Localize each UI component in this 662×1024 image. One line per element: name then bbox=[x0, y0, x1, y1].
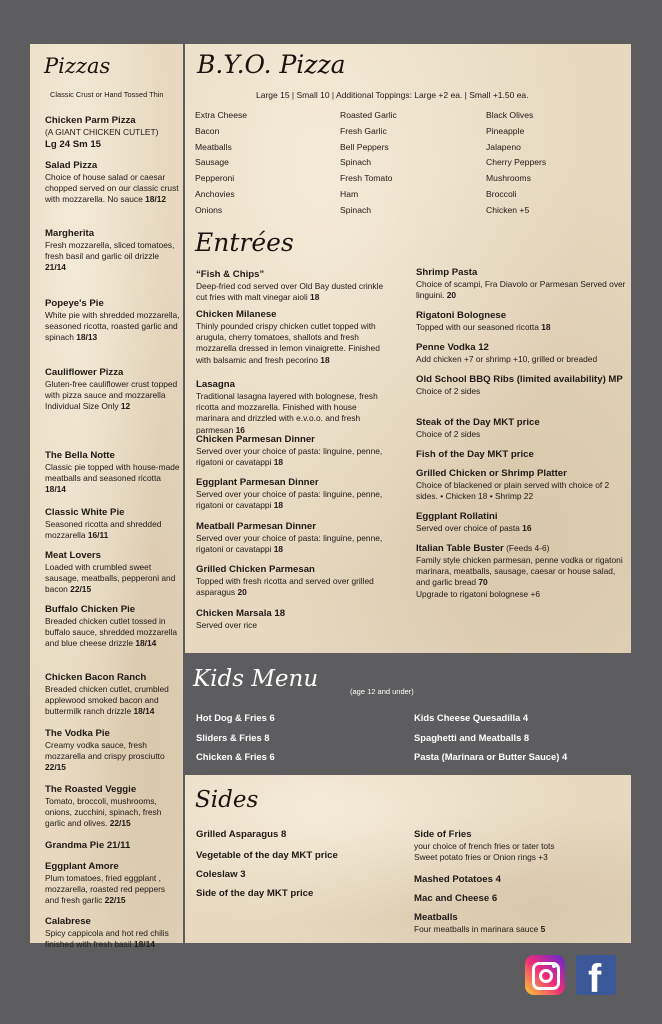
side-item: Mashed Potatoes 4 bbox=[414, 874, 501, 885]
pizza-item bbox=[45, 860, 181, 907]
topping-item: Pineapple bbox=[486, 125, 525, 136]
topping-item: Spinach bbox=[340, 204, 372, 215]
entree-name: Eggplant Parmesan Dinner bbox=[196, 477, 319, 488]
pizza-price: 22/15 bbox=[109, 818, 131, 829]
pizza-item bbox=[45, 671, 181, 718]
topping-item: Bell Peppers bbox=[340, 141, 389, 152]
entree-extra: Upgrade to rigatoni bolognese +6 bbox=[416, 588, 541, 599]
entree-price: 18 bbox=[541, 322, 551, 332]
entree-item bbox=[196, 520, 391, 555]
pizza-item bbox=[45, 727, 181, 774]
pizza-name: The Bella Notte bbox=[45, 450, 115, 461]
entree-item bbox=[416, 373, 628, 397]
pizza-desc: (A GIANT CHICKEN CUTLET) bbox=[45, 127, 159, 137]
pizza-desc: Creamy vodka sauce, fresh mozzarella and crispy prosciutto bbox=[45, 740, 165, 762]
facebook-icon[interactable] bbox=[576, 955, 616, 995]
pizza-item bbox=[45, 839, 181, 852]
topping-item: Cherry Peppers bbox=[486, 157, 547, 168]
entree-item bbox=[196, 433, 391, 468]
entree-name: Grilled Chicken or Shrimp Platter bbox=[416, 468, 567, 479]
entree-desc: Served over choice of pasta bbox=[416, 523, 523, 533]
entree-name: Eggplant Rollatini bbox=[416, 511, 498, 522]
byo-toppings-col3 bbox=[486, 108, 546, 219]
kids-title: Kids Menu bbox=[193, 666, 319, 692]
pizza-desc: Classic pie topped with house-made meatballs and seasoned ricotta bbox=[45, 462, 180, 484]
pizza-item bbox=[45, 915, 181, 950]
pizza-item bbox=[45, 506, 181, 541]
topping-item: Black Olives bbox=[486, 110, 534, 120]
pizza-price: 12 bbox=[120, 401, 131, 412]
entree-desc: Served over your choice of pasta: linguine, penne, rigatoni or cavatappi bbox=[196, 489, 383, 511]
entree-desc: Served over your choice of pasta: linguine, penne, rigatoni or cavatappi bbox=[196, 446, 383, 468]
pizza-name: Salad Pizza bbox=[45, 160, 98, 171]
sides-title: Sides bbox=[195, 787, 259, 813]
pizza-item bbox=[45, 114, 181, 151]
side-item-price: 5 bbox=[540, 924, 546, 934]
pizza-price: 16/11 bbox=[87, 530, 109, 541]
side-item: Grilled Asparagus 8 bbox=[196, 829, 287, 840]
topping-item: Pepperoni bbox=[195, 173, 235, 184]
pizzas-title: Pizzas bbox=[44, 54, 111, 78]
pizza-desc: Tomato, broccoli, mushrooms, onions, zucchini, spinach, fresh garlic and olives. bbox=[45, 796, 162, 829]
entree-item bbox=[196, 607, 391, 631]
topping-item: Sausage bbox=[195, 157, 229, 168]
entree-item bbox=[416, 416, 628, 440]
facebook-letter: f bbox=[588, 957, 602, 995]
entree-name: Rigatoni Bolognese bbox=[416, 310, 507, 321]
entree-item bbox=[416, 309, 628, 333]
kids-item: Hot Dog & Fries 6 bbox=[196, 712, 275, 723]
pizza-desc: Gluten-free cauliflower crust topped with pizza sauce and mozzarella Individual Size Only bbox=[45, 379, 178, 412]
pizza-desc: Loaded with crumbled sweet sausage, meatballs, pepperoni and bacon bbox=[45, 562, 176, 595]
entree-price: 18 bbox=[273, 457, 284, 468]
pizza-price: 22/15 bbox=[45, 762, 66, 773]
entree-item bbox=[196, 308, 391, 366]
side-item-name: Side of Fries bbox=[414, 829, 472, 840]
side-item bbox=[414, 911, 545, 935]
entree-name: Chicken Parmesan Dinner bbox=[196, 434, 315, 445]
instagram-icon[interactable] bbox=[525, 955, 565, 995]
topping-item: Jalapeno bbox=[486, 141, 521, 152]
pizza-price: 18/14 bbox=[135, 638, 157, 649]
pizza-price: Lg 24 Sm 15 bbox=[45, 139, 101, 151]
entree-name: Lasagna bbox=[196, 379, 235, 390]
topping-item: Ham bbox=[340, 188, 359, 199]
pizza-desc: Fresh mozzarella, sliced tomatoes, fresh basil and garlic oil drizzle bbox=[45, 240, 175, 262]
pizza-name: The Roasted Veggie bbox=[45, 784, 137, 795]
pizza-desc: Plum tomatoes, fried eggplant , mozzarella, roasted red peppers and fresh garlic bbox=[45, 873, 166, 906]
side-item: Vegetable of the day MKT price bbox=[196, 850, 338, 861]
entree-name: Meatball Parmesan Dinner bbox=[196, 521, 316, 532]
byo-toppings-col2 bbox=[340, 108, 397, 219]
entree-price: 16 bbox=[235, 424, 245, 435]
entree-name: Chicken Milanese bbox=[196, 309, 277, 320]
entree-desc: Choice of scampi, Fra Diavolo or Parmesan Served over linguini. bbox=[416, 279, 626, 301]
pizza-price: 22/15 bbox=[104, 895, 126, 906]
entrees-title: Entrées bbox=[195, 228, 294, 257]
entree-desc: Traditional lasagna layered with bolognese, fresh ricotta and mozzarella. Finished with house marinara and drizzled with e.v.o.o. and fresh parmesan bbox=[196, 391, 378, 435]
pizza-price: 18/14 bbox=[133, 939, 155, 950]
pizza-name: Chicken Parm Pizza bbox=[45, 115, 136, 126]
topping-item: Spinach bbox=[340, 157, 372, 168]
side-item-desc: your choice of french fries or tater tots bbox=[414, 841, 555, 851]
entree-price: 20 bbox=[446, 290, 457, 301]
pizzas-panel bbox=[30, 44, 183, 950]
pizzas-subtitle: Classic Crust or Hand Tossed Thin bbox=[50, 90, 164, 99]
side-item-desc: Four meatballs in marinara sauce bbox=[414, 924, 539, 934]
pizza-desc: Spicy cappicola and hot red chilis finished with fresh basil bbox=[45, 928, 169, 950]
entree-price: 18 bbox=[320, 354, 330, 365]
pizza-name: Grandma Pie 21/11 bbox=[45, 840, 131, 851]
pizza-desc: Seasoned ricotta and shredded mozzarella bbox=[45, 519, 162, 541]
pizza-item bbox=[45, 603, 181, 650]
entree-desc: Topped with our seasoned ricotta bbox=[416, 322, 542, 332]
entree-note: (Feeds 4-6) bbox=[503, 543, 550, 553]
entree-desc: Choice of 2 sides bbox=[416, 429, 481, 439]
pizza-desc: Choice of house salad or caesar chopped served on our classic crust with mozzarella. No sauce bbox=[45, 172, 179, 205]
sides-panel bbox=[185, 775, 631, 943]
kids-item: Pasta (Marinara or Butter Sauce) 4 bbox=[414, 751, 568, 762]
entree-desc: Choice of blackened or plain served with choice of 2 sides. • Chicken 18 • Shrimp 22 bbox=[416, 480, 610, 502]
entree-price: 18 bbox=[310, 292, 320, 303]
pizza-name: Calabrese bbox=[45, 916, 91, 927]
pizza-item bbox=[45, 449, 181, 496]
topping-item: Fresh Garlic bbox=[340, 125, 387, 136]
pizza-price: 18/14 bbox=[45, 484, 66, 495]
kids-item: Spaghetti and Meatballs 8 bbox=[414, 732, 530, 743]
entree-name: Chicken Marsala 18 bbox=[196, 608, 286, 619]
entree-desc: Add chicken +7 or shrimp +10, grilled or breaded bbox=[416, 354, 598, 364]
main-panel bbox=[185, 44, 631, 653]
pizza-item bbox=[45, 159, 181, 206]
pizza-desc: White pie with shredded mozzarella, seasoned ricotta, roasted garlic and spinach bbox=[45, 310, 180, 343]
topping-item: Extra Cheese bbox=[195, 110, 248, 120]
entree-name: Old School BBQ Ribs (limited availability) MP bbox=[416, 374, 623, 385]
topping-item: Bacon bbox=[195, 125, 220, 136]
entree-price: 20 bbox=[237, 587, 247, 598]
topping-item: Chicken +5 bbox=[486, 204, 530, 215]
entree-name: Steak of the Day MKT price bbox=[416, 417, 540, 428]
entree-item bbox=[196, 268, 391, 303]
kids-item: Sliders & Fries 8 bbox=[196, 732, 270, 743]
kids-item: Kids Cheese Quesadilla 4 bbox=[414, 712, 529, 723]
pizza-item bbox=[45, 227, 181, 274]
pizza-price: 18/12 bbox=[145, 194, 167, 205]
entree-price: 18 bbox=[273, 544, 284, 555]
topping-item: Roasted Garlic bbox=[340, 110, 397, 120]
entree-item bbox=[416, 467, 628, 502]
entree-item bbox=[196, 378, 391, 436]
pizza-desc: Breaded chicken cutlet tossed in buffalo sauce, shredded mozzarella and blue cheese drizzle bbox=[45, 616, 178, 649]
pizza-item bbox=[45, 366, 181, 413]
pizza-name: The Vodka Pie bbox=[45, 728, 110, 739]
entree-item bbox=[416, 448, 628, 461]
topping-item: Meatballs bbox=[195, 141, 232, 152]
topping-item: Fresh Tomato bbox=[340, 173, 393, 184]
pizza-price: 18/13 bbox=[76, 332, 98, 343]
entree-name: Grilled Chicken Parmesan bbox=[196, 564, 315, 575]
entree-item bbox=[416, 266, 628, 301]
entree-name: Italian Table Buster (Feeds 4-6) bbox=[416, 543, 550, 554]
entree-item bbox=[196, 563, 391, 598]
side-item-extra: Sweet potato fries or Onion rings +3 bbox=[414, 852, 548, 863]
entree-price: 16 bbox=[522, 523, 532, 533]
topping-item: Anchovies bbox=[195, 188, 235, 199]
entree-item bbox=[416, 341, 628, 365]
pizza-name: Buffalo Chicken Pie bbox=[45, 604, 136, 615]
side-item: Coleslaw 3 bbox=[196, 869, 246, 880]
entree-desc: Thinly pounded crispy chicken cutlet topped with arugula, cherry tomatoes, shallots and fresh mozzarella dressed in lemon vinaigrette. Finished with balsamic and fresh pecorino bbox=[196, 321, 380, 365]
entree-desc: Served over rice bbox=[196, 620, 257, 630]
entree-name: Penne Vodka 12 bbox=[416, 342, 489, 353]
entree-desc: Choice of 2 sides bbox=[416, 386, 481, 396]
pizza-price: 18/14 bbox=[133, 706, 155, 717]
entree-item bbox=[196, 476, 391, 511]
byo-toppings-col1 bbox=[195, 108, 247, 219]
pizza-item bbox=[45, 783, 181, 830]
entree-item bbox=[416, 510, 628, 534]
entree-desc: Family style chicken parmesan, penne vodka or rigatoni marinara, meatballs, sausage, caesar or house salad, and garlic bread bbox=[416, 555, 623, 588]
topping-item: Broccoli bbox=[486, 188, 517, 199]
pizza-item bbox=[45, 297, 181, 344]
pizza-price: 21/14 bbox=[45, 262, 66, 273]
topping-item: Onions bbox=[195, 204, 223, 215]
pizza-name: Cauliflower Pizza bbox=[45, 367, 124, 378]
pizza-name: Classic White Pie bbox=[45, 507, 125, 518]
topping-item: Mushrooms bbox=[486, 173, 531, 184]
entree-name: Shrimp Pasta bbox=[416, 267, 478, 278]
byo-sizes: Large 15 | Small 10 | Additional Toppings: Large +2 ea. | Small +1.50 ea. bbox=[256, 90, 529, 100]
pizza-item bbox=[45, 549, 181, 596]
side-item-name: Meatballs bbox=[414, 912, 458, 923]
pizza-name: Meat Lovers bbox=[45, 550, 101, 561]
byo-title: B.Y.O. Pizza bbox=[197, 50, 346, 79]
pizza-name: Eggplant Amore bbox=[45, 861, 119, 872]
pizza-price: 22/15 bbox=[70, 584, 92, 595]
entree-desc: Served over your choice of pasta: linguine, penne, rigatoni or cavatappi bbox=[196, 533, 383, 555]
entree-desc: Deep-fried cod served over Old Bay dusted crinkle cut fries with malt vinegar aioli bbox=[196, 281, 384, 303]
pizza-name: Popeye's Pie bbox=[45, 298, 104, 309]
pizza-desc: Breaded chicken cutlet, crumbled applewood smoked bacon and buttermilk ranch drizzle bbox=[45, 684, 169, 717]
entree-price: 70 bbox=[478, 577, 488, 588]
side-item: Mac and Cheese 6 bbox=[414, 893, 498, 904]
kids-item: Chicken & Fries 6 bbox=[196, 751, 275, 762]
side-item bbox=[414, 828, 555, 863]
entree-item bbox=[416, 542, 628, 600]
entree-price: 18 bbox=[273, 500, 284, 511]
entree-desc: Topped with fresh ricotta and served over grilled asparagus bbox=[196, 576, 374, 598]
side-item: Side of the day MKT price bbox=[196, 888, 314, 899]
kids-note: (age 12 and under) bbox=[350, 687, 414, 696]
entree-name: “Fish & Chips” bbox=[196, 269, 265, 280]
entree-name: Fish of the Day MKT price bbox=[416, 449, 534, 460]
pizza-name: Chicken Bacon Ranch bbox=[45, 672, 147, 683]
pizza-name: Margherita bbox=[45, 228, 95, 239]
